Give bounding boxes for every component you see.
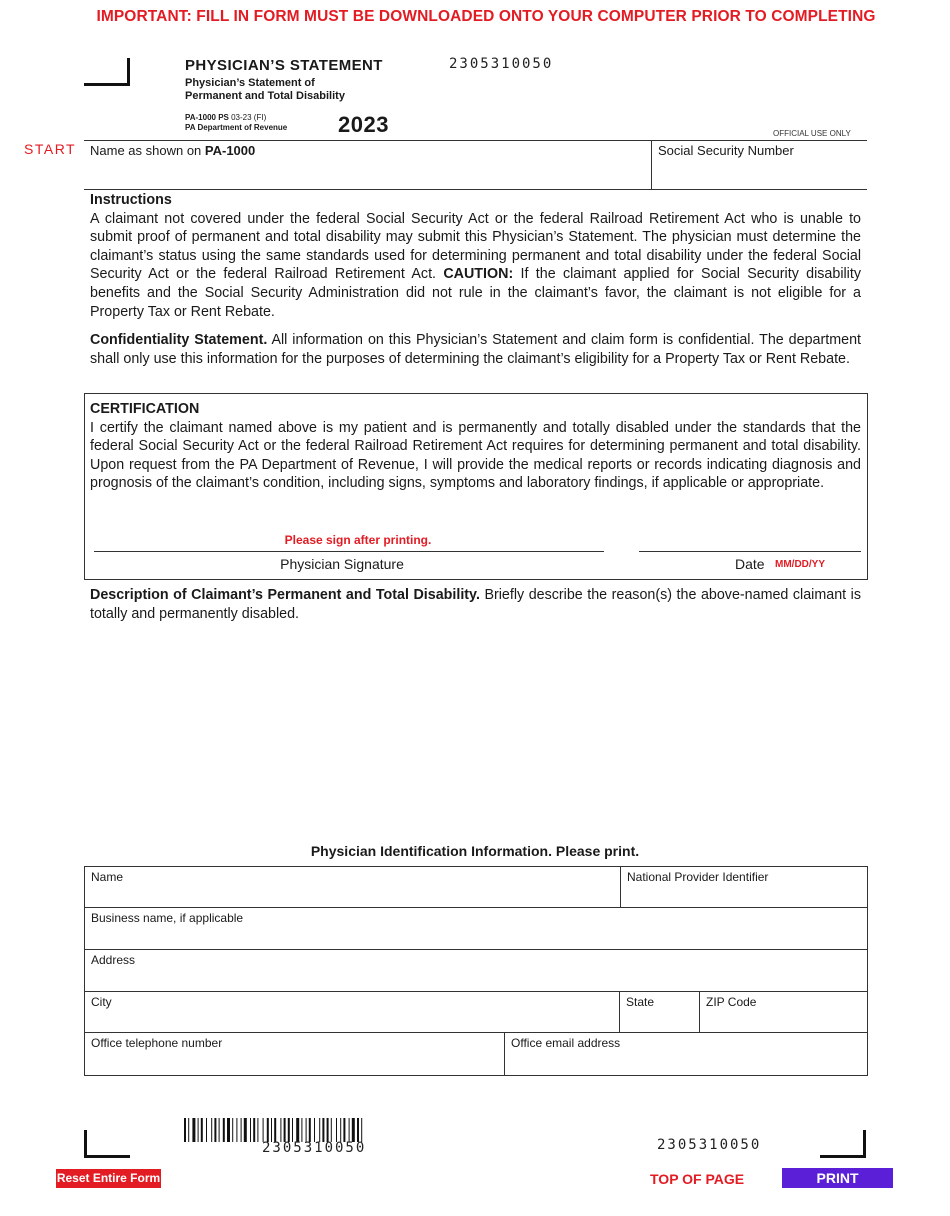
physician-signature-label: Physician Signature [280,556,404,572]
office-email-field[interactable]: Office email address [504,1033,867,1075]
department-name: PA Department of Revenue [185,123,288,132]
form-subtitle-line-1: Physician’s Statement of [185,77,315,89]
scan-number-top: 2305310050 [449,56,554,72]
physician-id-table [84,866,868,1076]
physician-row-name [85,867,867,908]
barcode-number: 2305310050 [262,1140,367,1156]
physician-name-field[interactable]: Name [91,870,124,884]
business-name-field[interactable]: Business name, if applicable [91,911,244,925]
signature-line [94,551,604,552]
form-title: PHYSICIAN’S STATEMENT [185,57,383,74]
description-section [90,586,861,623]
physician-row-city [85,992,867,1033]
physician-id-heading: Physician Identification Information. Please print. [310,843,640,859]
date-line [639,551,861,552]
description-heading: Description of Claimant’s Permanent and Total Disability. [90,587,480,603]
confidentiality-section [90,331,861,368]
barcode [184,1118,448,1142]
registration-mark-bottom-right [820,1130,866,1158]
top-of-page-button[interactable]: TOP OF PAGE [650,1171,745,1187]
form-code-block [185,113,287,133]
certification-text: I certify the claimant named above is my patient and is permanently and totally disabled under the standards that the federal Social Security Act or the federal Railroad Retirement Act requires for determining permanent and total disability. Upon request from the PA Department of Revenue, I will provide the medical reports or records indicating diagnosis and prognosis of the claimant’s condition, including signs, symptoms and laboratory findings, if applicable or appropriate. [90,419,861,492]
physician-row-address [85,950,867,992]
certification-box [84,393,868,580]
tax-year: 2023 [338,112,389,137]
description-input[interactable] [90,625,861,825]
claimant-name-field[interactable] [90,143,255,158]
form-revision: 03-23 (FI) [231,113,267,122]
claimant-info-row [84,140,867,190]
reset-form-button[interactable]: Reset Entire Form [56,1169,161,1188]
instructions-text: A claimant not covered under the federal Social Security Act or the federal Railroad Retirement Act who is unable to submit proof of permanent and total disability may submit this Physician’s Statement. The physician must determine the claimant’s status using the same standards used for determining permanent and total disability under the federal Social Security Act or the federal Railroad Retirement Act. CAUTION: If the claimant applied for Social Security disability benefits and the Social Security Administration did not rule in the claimant’s favor, the claimant is not eligible for a Property Tax or Rent Rebate. [90,210,861,320]
registration-mark-top-left [84,58,130,86]
description-text: Briefly describe the reason(s) the above-named claimant is totally and permanently disabled. [90,587,861,622]
claimant-name-label: Name as shown on [90,143,205,158]
claimant-name-form-ref: PA-1000 [204,143,256,158]
caution-label: CAUTION: [443,266,514,283]
date-label: Date [735,556,765,572]
physician-row-contact [85,1033,867,1075]
physician-row-business [85,908,867,950]
form-subtitle-line-2: Permanent and Total Disability [185,90,345,102]
registration-mark-bottom-left [84,1130,130,1158]
certification-body [90,400,861,493]
date-format-hint: MM/DD/YY [775,559,825,570]
confidentiality-text: All information on this Physician’s Statement and claim form is confidential. The department shall only use this information for the purposes of determining the claimant’s eligibility for a Property Tax or Rent Rebate. [90,332,861,367]
office-phone-field[interactable]: Office telephone number [91,1036,223,1050]
instructions-heading: Instructions [90,192,172,208]
ssn-field[interactable] [651,141,867,190]
form-subtitle [185,77,405,103]
form-code: PA-1000 PS [185,113,229,122]
city-field[interactable]: City [91,995,112,1009]
state-field[interactable]: State [619,992,699,1032]
scan-number-bottom: 2305310050 [657,1137,762,1153]
zip-code-field[interactable]: ZIP Code [699,992,867,1032]
address-field[interactable]: Address [91,953,136,967]
ssn-label: Social Security Number [658,143,794,158]
print-button[interactable]: PRINT [782,1168,893,1188]
npi-field[interactable]: National Provider Identifier [620,867,867,907]
download-warning-banner: IMPORTANT: FILL IN FORM MUST BE DOWNLOADED ONTO YOUR COMPUTER PRIOR TO COMPLETING [96,8,876,25]
certification-heading: CERTIFICATION [90,401,200,417]
please-sign-note: Please sign after printing. [284,533,432,547]
start-label: START [24,141,77,157]
confidentiality-heading: Confidentiality Statement. [90,332,268,348]
official-use-label: OFFICIAL USE ONLY [773,129,851,138]
instructions-section [90,191,861,321]
